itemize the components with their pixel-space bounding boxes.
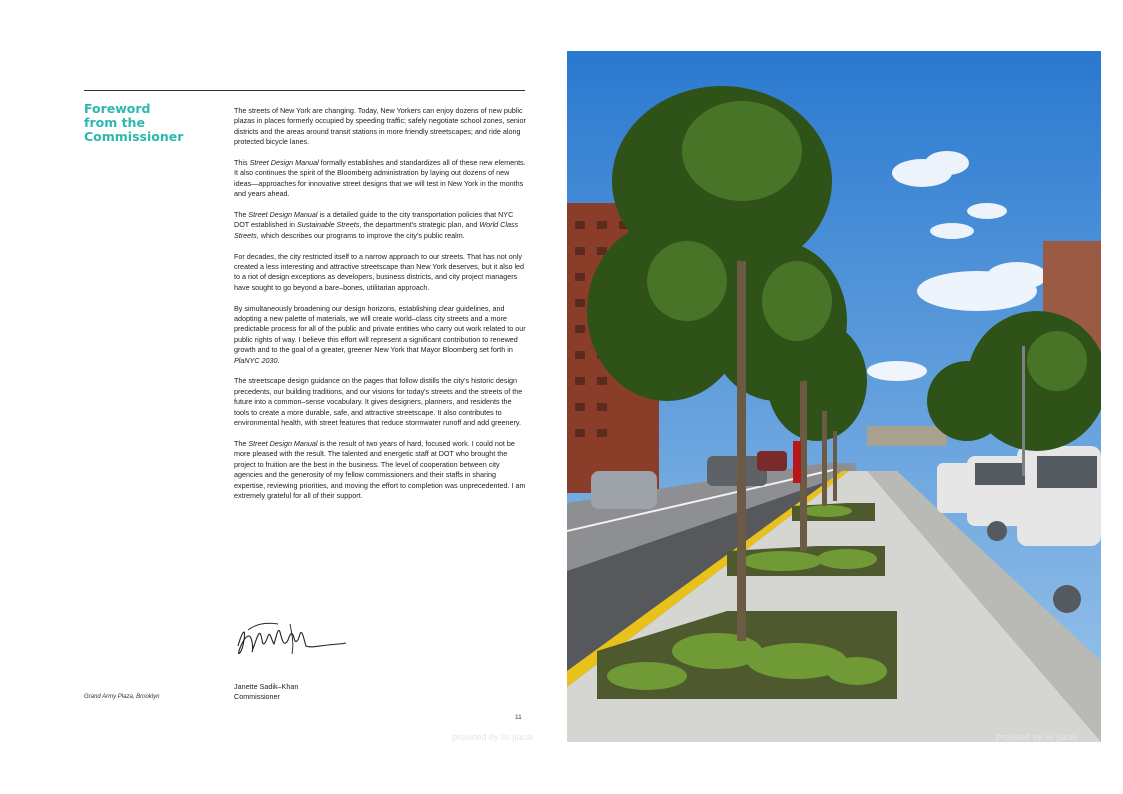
heading-line-1: Foreword bbox=[84, 101, 151, 116]
p5-text: By simultaneously broadening our design horizons, establishing clear guidelines, and adopting a new palette of materials, we will create world–class city streets and a more predictable process for all of the public and private entities who carry out work related to our public rights of way. I believe this effort will represent a significant contribution to renewed growth and to the goal of a greater, greener New York that Mayor Bloomberg set forth in bbox=[234, 303, 526, 355]
signature-image bbox=[232, 612, 350, 664]
p3-italic-3: World Class Streets bbox=[234, 220, 519, 240]
signer-title: Commissioner bbox=[234, 692, 280, 702]
p2-text: This bbox=[234, 158, 250, 168]
photo-caption: Grand Army Plaza, Brooklyn bbox=[84, 694, 160, 700]
section-heading bbox=[84, 102, 214, 144]
p7-text: The bbox=[234, 438, 249, 448]
p3-italic-1: Street Design Manual bbox=[248, 210, 318, 220]
foreword-body bbox=[234, 106, 526, 512]
signer-name: Janette Sadik–Khan bbox=[234, 682, 299, 691]
signer-block bbox=[234, 682, 298, 703]
top-rule bbox=[84, 90, 525, 91]
street-photo bbox=[567, 51, 1101, 742]
paragraph-4: For decades, the city restricted itself to a narrow approach to our streets. That has not only created a less interesting and attractive streetscape than New York deserves, but it also led to a riot of design exceptions as developers, business districts, and city project managers have sought to go beyond a bare–bones, utilitarian approach. bbox=[234, 251, 525, 292]
p3-text-d: , which describes our programs to improve the city's public realm. bbox=[256, 230, 465, 240]
p3-text-b: is a detailed guide to the city transportation policies that NYC DOT established in bbox=[234, 210, 514, 230]
p3-italic-2: Sustainable Streets bbox=[297, 220, 360, 230]
p2-italic: Street Design Manual bbox=[249, 158, 319, 168]
paragraph-3 bbox=[234, 210, 526, 241]
watermark-left: provided by liu jiacai bbox=[452, 732, 534, 742]
p2-text-2: formally establishes and standardizes all of these new elements. It also continues the spirit of the Bloomberg administration by laying out dozens of new ideas—approaches for innovative street designs that we will test in New York in the months and years ahead. bbox=[234, 158, 526, 199]
p3-text-c: , the department's strategic plan, and bbox=[359, 220, 480, 230]
heading-line-2: from the bbox=[84, 115, 145, 130]
paragraph-2 bbox=[234, 158, 526, 200]
p5-text-2: . bbox=[277, 355, 280, 365]
p3-text-a: The bbox=[234, 210, 249, 220]
paragraph-5 bbox=[234, 304, 526, 366]
heading-line-3: Commissioner bbox=[84, 129, 184, 144]
page-number: 11 bbox=[515, 714, 522, 721]
p7-italic: Street Design Manual bbox=[248, 438, 318, 448]
paragraph-6: The streetscape design guidance on the pages that follow distills the city's historic design precedents, our building traditions, and our visions for today's streets and the streets of the future into a common–sense vocabulary. It gives designers, planners, and residents the tools to create a more durable, safe, and attractive streetscape. It also contributes to environmental health, with street features that reduce stormwater runoff and add greenery. bbox=[234, 376, 523, 428]
paragraph-1: The streets of New York are changing. Today, New Yorkers can enjoy dozens of new public plazas in places formerly occupied by speeding traffic; safely negotiate school zones, senior districts and the areas around transit stations in more friendly streetscapes; and ride along protected bicycle lanes. bbox=[234, 106, 526, 147]
p5-italic: PlaNYC 2030 bbox=[234, 355, 278, 365]
paragraph-7 bbox=[234, 439, 526, 501]
watermark-right: provided by liu jiacai bbox=[996, 732, 1078, 742]
p7-text-2: is the result of two years of hard, focused work. I could not be more pleased with the result. The talented and energetic staff at DOT who brought the project to fruition are the best in the business. The level of cooperation between city agencies and the generosity of my fellow commissioners and their staffs in sharing expertise, reviewing priorities, and moving the effort to completion was unprecedented. I am extremely grateful for all of their support. bbox=[234, 438, 526, 500]
